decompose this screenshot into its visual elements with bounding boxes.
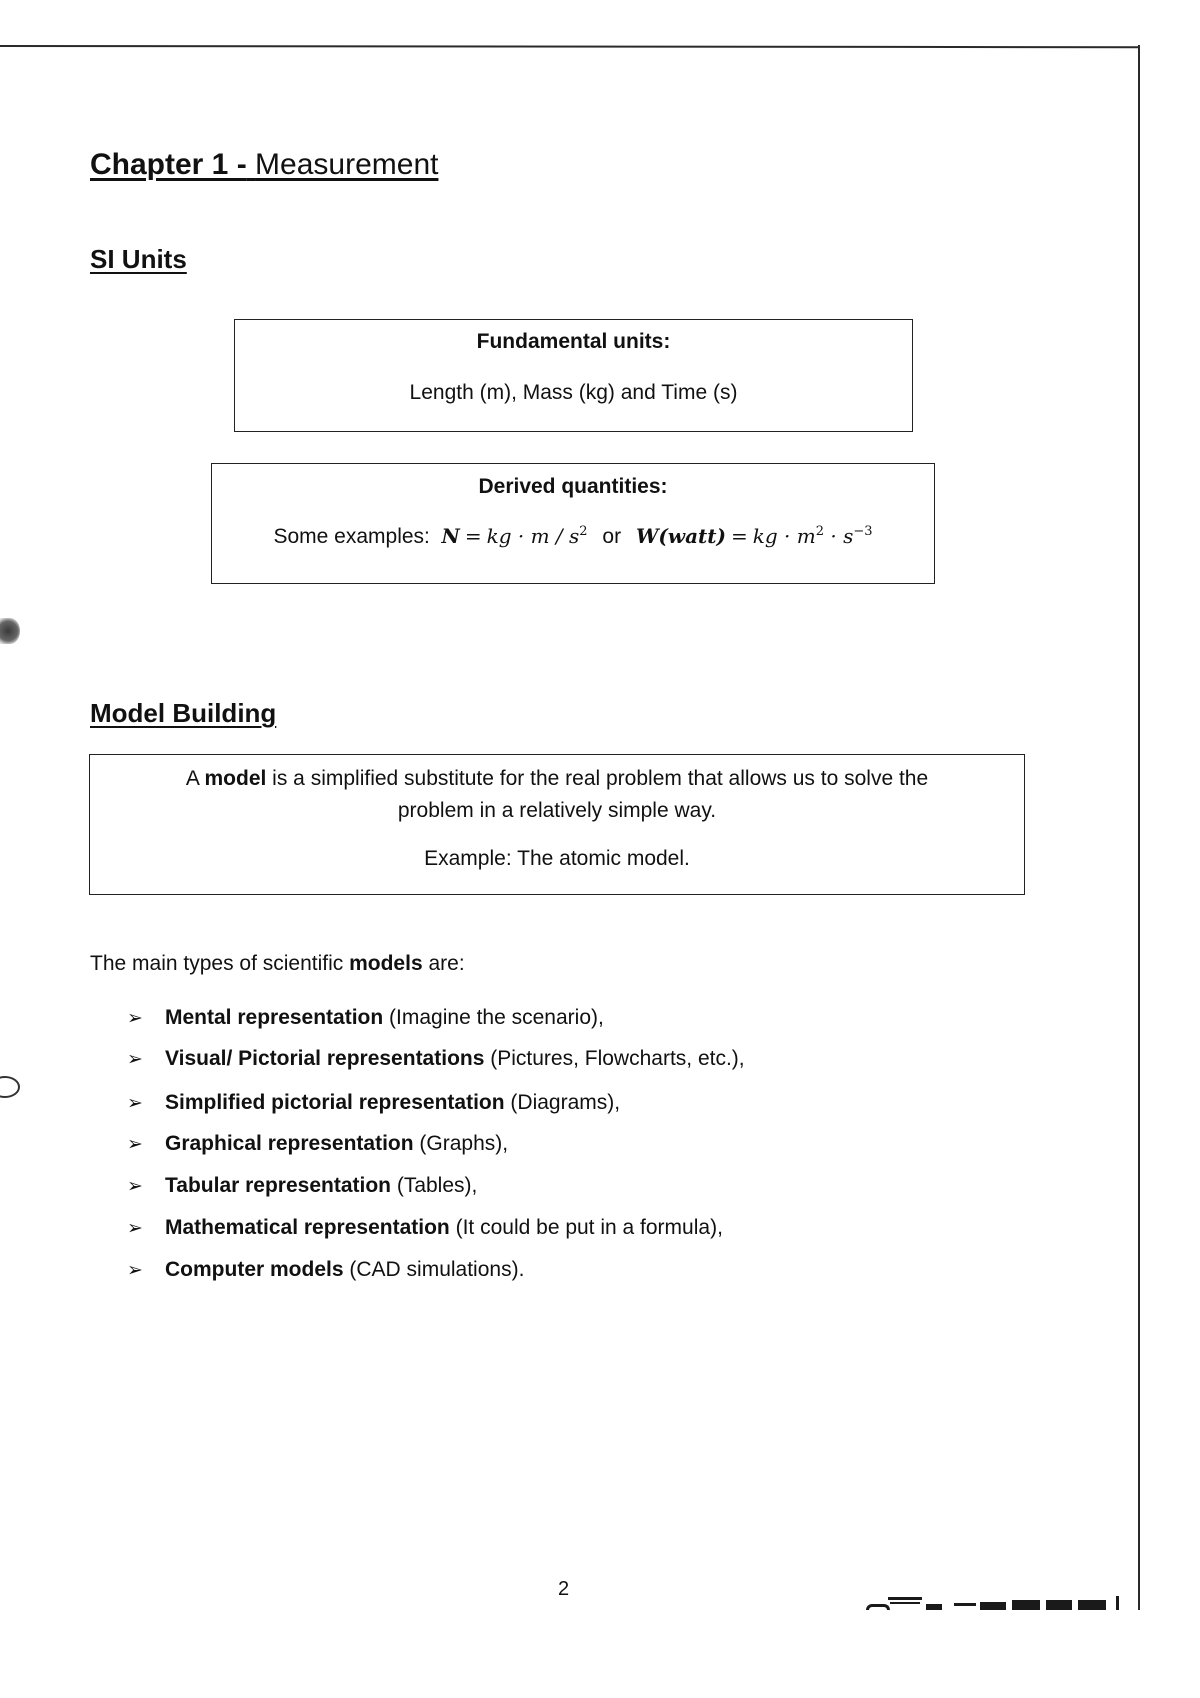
model-types-intro <box>90 952 465 976</box>
arrowhead-bullet-icon <box>127 1133 165 1155</box>
model-example: Example: The atomic model. <box>424 847 690 870</box>
model-definition-line-2: problem in a relatively simple way. <box>397 799 717 822</box>
publisher-logo-fragment <box>866 1594 1128 1610</box>
model-definition-box <box>89 754 1025 895</box>
model-type-name: Mental representation <box>165 1006 384 1029</box>
list-item <box>127 1091 620 1115</box>
chapter-title: Measurement <box>255 148 439 181</box>
chapter-number: Chapter 1 - <box>90 148 247 181</box>
model-definition-line-1 <box>90 767 1024 791</box>
binder-ring-mark <box>0 1076 20 1098</box>
model-type-name: Simplified pictorial representation <box>165 1091 505 1114</box>
formula-exponent-2: −3 <box>853 524 873 539</box>
arrowhead-bullet-icon <box>127 1217 165 1239</box>
formula-equals: = <box>464 524 482 548</box>
page-top-rule <box>0 45 1140 48</box>
model-type-detail: (Imagine the scenario), <box>383 1006 604 1029</box>
formula-rhs-part2: · s <box>824 524 854 548</box>
section-heading-model-building: Model Building <box>90 698 277 728</box>
intro-end: are: <box>422 952 465 975</box>
arrowhead-bullet-icon <box>127 1007 165 1029</box>
arrowhead-bullet-icon <box>127 1092 165 1114</box>
model-type-detail: (Tables), <box>391 1174 478 1197</box>
newton-formula <box>442 524 588 548</box>
arrowhead-bullet-icon <box>127 1259 165 1281</box>
formula-equals: = <box>730 524 748 548</box>
model-type-name: Tabular representation <box>165 1174 391 1197</box>
model-type-name: Computer models <box>165 1258 344 1281</box>
list-item <box>127 1006 604 1030</box>
formula-rhs-part1: kg · m <box>752 524 816 548</box>
model-type-detail: (It could be put in a formula), <box>449 1216 723 1239</box>
formula-connector: or <box>602 525 622 548</box>
fundamental-units-box <box>234 319 913 432</box>
list-item <box>127 1258 524 1282</box>
section-heading-si-units: SI Units <box>90 244 187 274</box>
model-type-name: Visual/ Pictorial representations <box>165 1047 485 1070</box>
definition-prefix: A <box>185 767 205 790</box>
arrowhead-bullet-icon <box>127 1048 165 1070</box>
formula-exponent: 2 <box>579 524 588 539</box>
list-item <box>127 1132 508 1156</box>
list-item <box>127 1216 723 1240</box>
intro-term: models <box>349 952 423 975</box>
model-type-detail: (CAD simulations). <box>343 1258 525 1281</box>
derived-examples-line <box>212 524 934 549</box>
definition-term: model <box>204 767 267 790</box>
list-item <box>127 1174 477 1198</box>
model-type-detail: (Diagrams), <box>504 1091 621 1114</box>
model-type-detail: (Pictures, Flowcharts, etc.), <box>484 1047 745 1070</box>
formula-lhs: W(watt) <box>635 524 726 548</box>
page-number: 2 <box>558 1578 570 1600</box>
watt-formula <box>636 524 873 548</box>
model-type-detail: (Graphs), <box>413 1132 509 1155</box>
intro-text: The main types of scientific <box>90 952 350 975</box>
derived-quantities-title: Derived quantities: <box>478 475 668 498</box>
formula-rhs: kg · m / s <box>486 524 580 548</box>
scan-smudge <box>0 618 20 644</box>
list-item <box>127 1047 745 1071</box>
fundamental-units-text: Length (m), Mass (kg) and Time (s) <box>409 381 738 404</box>
model-type-name: Mathematical representation <box>165 1216 450 1239</box>
derived-examples-lead: Some examples: <box>273 525 430 548</box>
chapter-heading <box>90 148 438 182</box>
arrowhead-bullet-icon <box>127 1175 165 1197</box>
page-right-rule <box>1138 45 1140 1610</box>
definition-text: is a simplified substitute for the real problem that allows us to solve the <box>266 767 929 790</box>
model-type-name: Graphical representation <box>165 1132 414 1155</box>
formula-lhs: N <box>441 524 460 548</box>
derived-quantities-box <box>211 463 935 584</box>
formula-exponent-1: 2 <box>815 524 824 539</box>
fundamental-units-title: Fundamental units: <box>476 330 671 353</box>
